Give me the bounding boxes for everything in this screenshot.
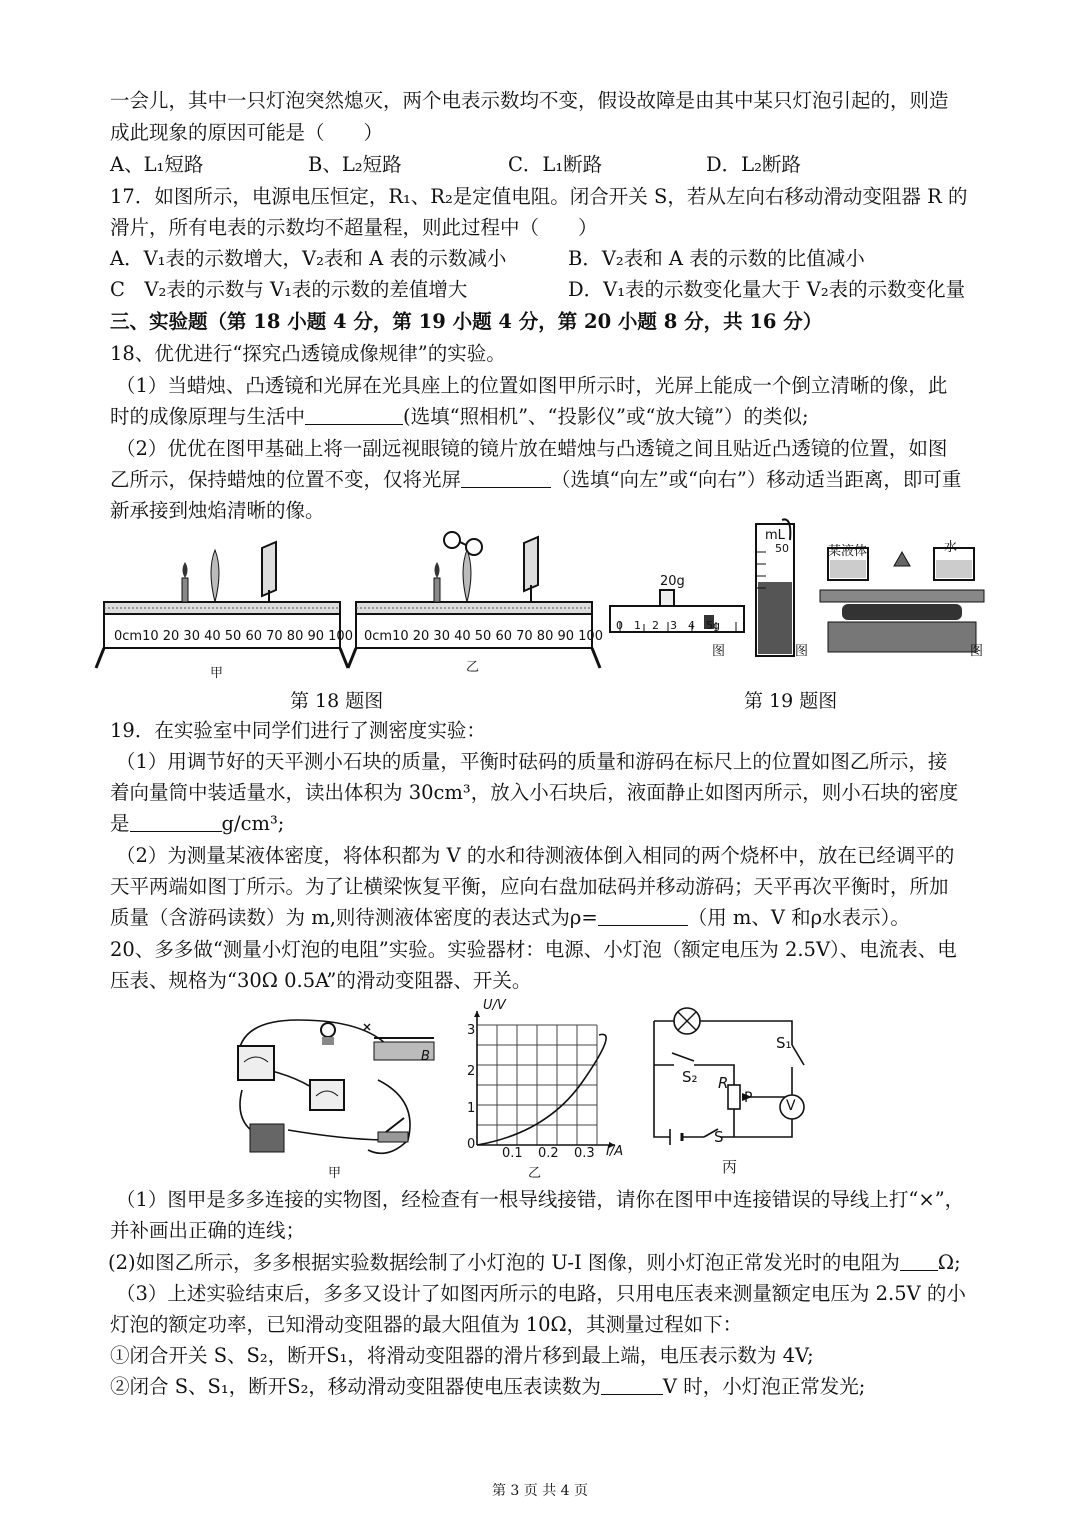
q20-part3-line1: （3）上述实验结束后，多多又设计了如图丙所示的电路，只用电压表来测量额定电压为 2.5V 的小: [116, 1282, 966, 1305]
q17-option-c: C V₂表的示数与 V₁表的示数的差值增大: [110, 278, 468, 301]
voltmeter-v-label: V: [786, 1098, 796, 1114]
q16-option-a: A、L₁短路: [110, 153, 204, 176]
q20-part3-line2: 灯泡的额定功率，已知滑动变阻器的最大阻值为 10Ω，其测量过程如下：: [110, 1313, 743, 1336]
right-beaker-label: 水: [944, 540, 958, 555]
figure-b-label: 乙: [466, 660, 480, 675]
q18-answer-blank-2[interactable]: [461, 469, 551, 488]
page-footer: 第 3 页 共 4 页: [491, 1483, 589, 1499]
q18-stem: 18、优优进行“探究凸透镜成像规律”的实验。: [110, 342, 506, 365]
switch-s1-label: S₁: [776, 1034, 792, 1052]
q17-line1: 17．如图所示，电源电压恒定，R₁、R₂是定值电阻。闭合开关 S，若从左向右移动滑动变阻器 R 的: [110, 185, 968, 208]
graph-x-tick-0.2: 0.2: [538, 1146, 559, 1161]
q17-option-a: A．V₁表的示数增大，V₂表和 A 表的示数减小: [110, 247, 507, 270]
rider-scale-label: 0 1 2 3 4 5g: [616, 619, 720, 632]
q18-part1-line1: （1）当蜡烛、凸透镜和光屏在光具座上的位置如图甲所示时，光屏上能成一个倒立清晰的像，此: [116, 374, 948, 397]
q18-part1-line2: 时的成像原理与生活中 (选填“照相机”、“投影仪”或“放大镜”）的类似;: [110, 405, 809, 428]
q19-answer-blank-1[interactable]: [130, 813, 222, 832]
graph-figure-b-label: 乙: [528, 1166, 542, 1181]
graph-y-tick-0: 0: [467, 1137, 476, 1152]
graph-x-tick-0.3: 0.3: [574, 1146, 595, 1161]
q19-part2-line2: 天平两端如图丁所示。为了让横梁恢复平衡，应向右盘加砝码并移动游码；天平再次平衡时，所加: [110, 875, 949, 898]
q20-answer-blank-2[interactable]: [601, 1376, 663, 1395]
switch-s2-label: S₂: [682, 1068, 698, 1086]
figure-bing-label: 图: [795, 644, 809, 659]
cylinder-unit-label: mL: [765, 528, 785, 543]
graph-y-axis-label: U/V: [483, 998, 506, 1013]
q17-option-b: B．V₂表和 A 表的示数的比值减小: [568, 247, 865, 270]
q16-line2: 成此现象的原因可能是（ ）: [110, 121, 384, 144]
q18-part2-line3: 新承接到烛焰清晰的像。: [110, 499, 325, 522]
optical-bench-a-scale: 0cm10 20 30 40 50 60 70 80 90 100: [114, 629, 353, 644]
q19-stem: 19．在实验室中同学们进行了测密度实验：: [110, 719, 486, 742]
q19-part1-line3: 是 g/cm³;: [110, 812, 285, 835]
graph-x-tick-0.1: 0.1: [502, 1146, 523, 1161]
q20-answer-blank-1[interactable]: [900, 1252, 938, 1271]
circuit-figure-a-label: 甲: [328, 1166, 342, 1181]
cylinder-50-label: 50: [775, 542, 789, 555]
q20-part1-line2: 并补画出正确的连线；: [110, 1219, 306, 1242]
section-3-heading: 三、实验题（第 18 小题 4 分，第 19 小题 4 分，第 20 小题 8 分，共 16 分）: [110, 310, 823, 333]
optical-bench-b-scale: 0cm10 20 30 40 50 60 70 80 90 100: [364, 629, 603, 644]
graph-x-axis-label: I/A: [606, 1144, 624, 1159]
u-i-graph: [455, 1005, 630, 1155]
q19-part2-line3: 质量（含游码读数）为 m,则待测液体密度的表达式为ρ= （用 m、V 和ρ水表示）。: [110, 906, 910, 929]
figure-yi-label: 图: [712, 644, 726, 659]
switch-s-label: S: [714, 1128, 724, 1146]
q16-option-d: D．L₂断路: [706, 153, 801, 176]
left-beaker-label: 某液体: [828, 544, 868, 559]
q18-answer-blank-1[interactable]: [305, 406, 403, 425]
rheostat-b-label: B: [421, 1049, 430, 1064]
physical-circuit-figure: [228, 1010, 448, 1160]
optical-bench-figure-a: [96, 540, 346, 680]
q16-option-c: C．L₁断路: [508, 153, 603, 176]
q19-answer-blank-2[interactable]: [598, 907, 688, 926]
figure-a-label: 甲: [210, 666, 224, 681]
weight-20g-label: 20g: [660, 574, 685, 589]
q20-part2: (2)如图乙所示，多多根据实验数据绘制了小灯泡的 U-I 图像，则小灯泡正常发光时的电阻为 Ω;: [108, 1251, 961, 1274]
q17-option-d: D．V₁表的示数变化量大于 V₂表的示数变化量: [568, 278, 966, 301]
q16-line1: 一会儿，其中一只灯泡突然熄灭，两个电表示数均不变，假设故障是由其中某只灯泡引起的，则造: [110, 89, 949, 112]
q19-part1-line2: 着向量筒中装适量水，读出体积为 30cm³，放入小石块后，液面静止如图丙所示，则小石块的密度: [110, 781, 959, 804]
schematic-figure-c-label: 丙: [722, 1158, 738, 1176]
graph-y-tick-1: 1: [467, 1101, 476, 1116]
q17-line2: 滑片，所有电表的示数均不超量程，则此过程中（ ）: [110, 216, 598, 239]
u-i-curve: [477, 1034, 606, 1145]
graph-y-tick-3: 3: [467, 1023, 476, 1038]
q19-part1-line1: （1）用调节好的天平测小石块的质量，平衡时砝码的质量和游码在标尺上的位置如图乙所示，接: [116, 750, 948, 773]
graph-y-tick-2: 2: [467, 1064, 476, 1079]
q20-line2: 压表、规格为“30Ω 0.5A”的滑动变阻器、开关。: [110, 969, 532, 992]
slider-p-label: P: [744, 1090, 753, 1106]
figure-18-caption: 第 18 题图: [290, 690, 384, 712]
rheostat-r-label: R: [718, 1074, 729, 1092]
q20-step1: ①闭合开关 S、S₂，断开S₁，将滑动变阻器的滑片移到最上端，电压表示数为 4V;: [110, 1344, 814, 1367]
q20-step2: ②闭合 S、S₁，断开S₂，移动滑动变阻器使电压表读数为 V 时，小灯泡正常发光;: [110, 1375, 866, 1398]
q18-part2-line1: （2）优优在图甲基础上将一副远视眼镜的镜片放在蜡烛与凸透镜之间且贴近凸透镜的位置，如图: [116, 437, 948, 460]
q20-line1: 20、多多做“测量小灯泡的电阻”实验。实验器材：电源、小灯泡（额定电压为 2.5V）、电流表、电: [110, 938, 957, 961]
q16-option-b: B、L₂短路: [308, 153, 402, 176]
figure-19-caption: 第 19 题图: [744, 690, 838, 712]
figure-ding-label: 图: [970, 644, 984, 659]
q19-part2-line1: （2）为测量某液体密度，将体积都为 V 的水和待测液体倒入相同的两个烧杯中，放在已经调平的: [116, 844, 955, 867]
q20-part1-line1: （1）图甲是多多连接的实物图，经检查有一根导线接错，请你在图甲中连接错误的导线上打“×”，: [116, 1188, 965, 1211]
schematic-circuit-figure: [648, 1005, 828, 1150]
q18-part2-line2: 乙所示，保持蜡烛的位置不变，仅将光屏 （选填“向左”或“向右”）移动适当距离，即可重: [110, 468, 962, 491]
